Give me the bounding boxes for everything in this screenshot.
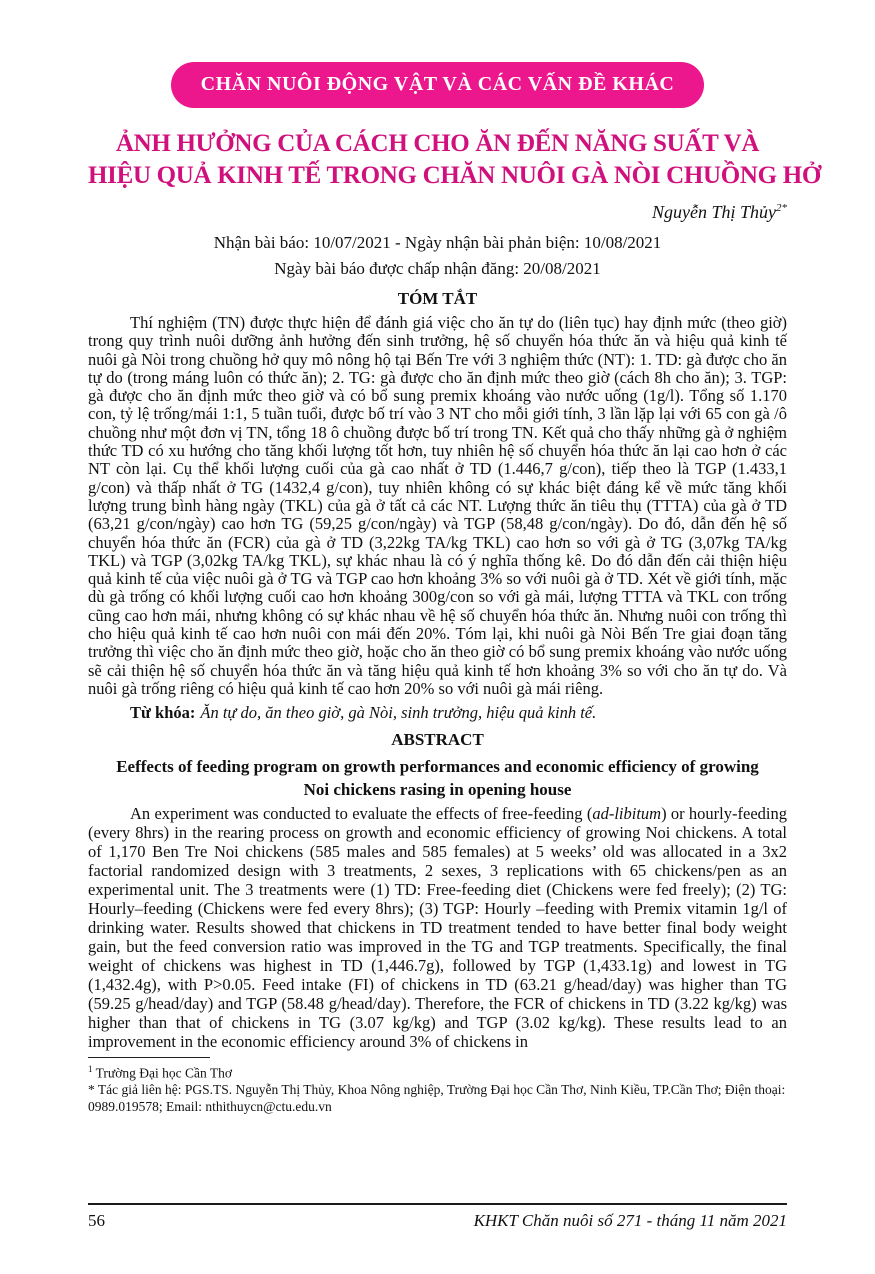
- english-abstract-paragraph: [88, 804, 787, 1051]
- vietnamese-abstract-paragraph: Thí nghiệm (TN) được thực hiện để đánh giá việc cho ăn tự do (liên tục) hay định mức (theo giờ) trong quy trình nuôi dưỡng ảnh hưởng đến sinh trưởng, hệ số chuyển hóa thức ăn và hiệu quả kinh tế nuôi gà Nòi trong chuồng hở quy mô nông hộ tại Bến Tre với 3 nghiệm thức (NT): 1. TD: gà được cho ăn tự do (trong máng luôn có thức ăn); 2. TG: gà được cho ăn định mức theo giờ (cách 8h cho ăn); 3. TGP: gà được cho ăn định mức theo giờ và có bổ sung premix khoáng vào nước uống (1g/l). Tổng số 1.170 con, tỷ lệ trống/mái 1:1, 5 tuần tuổi, được bố trí vào 3 NT cho mỗi giới tính, 3 lần lặp lại với 65 con gà /ô chuồng như một đơn vị TN, tổng 18 ô chuồng được bố trí trong TN. Kết quả cho thấy những gà ở nghiệm thức TD có xu hướng cho tăng khối lượng tốt hơn, tuy nhiên hệ số chuyển hóa thức ăn lại cao hơn ở các NT còn lại. Cụ thể khối lượng cuối của gà cao nhất ở TD (1.446,7 g/con), tiếp theo là TGP (1.433,1 g/con) và thấp nhất ở TG (1432,4 g/con), tuy nhiên không có sự khác biệt đáng kể về mức tăng khối lượng trung bình hàng ngày (TKL) của gà ở tất cả các NT. Lượng thức ăn tiêu thụ (TTTA) của gà ở TD (63,21 g/con/ngày) cao hơn TG (59,25 g/con/ngày) và TGP (58,48 g/con/ngày). Do đó, dẫn đến hệ số chuyển hóa thức ăn (FCR) của gà ở TD (3,22kg TA/kg TKL) cao hơn so với gà ở TG (3,07kg TA/kg TKL) và TGP (3,02kg TA/kg TKL), sự khác nhau là có ý nghĩa thống kê. Do đó dẫn đến cải thiện hiệu quả kinh tế của việc nuôi gà ở TG và TGP cao hơn khoảng 3% so với nuôi gà ở TD. Xét về giới tính, mặc dù gà trống có khối lượng cuối cao hơn khoảng 300g/con so với gà mái, lượng TTTA và TKL con trống cũng cao hơn mái, nhưng không có sự khác nhau về hệ số chuyển hóa thức ăn. Nhưng nuôi con trống thì cho hiệu quả kinh tế cao hơn nuôi con mái đến 20%. Tóm lại, khi nuôi gà Nòi Bến Tre giai đoạn tăng trưởng thì việc cho ăn định mức theo giờ, hoặc cho ăn theo giờ có bổ sung premix khoáng vào nước uống sẽ cải thiện hệ số chuyển hóa thức ăn và tăng hiệu quả kinh tế hơn khoảng 3% so với cho ăn tự do. Và nuôi gà trống riêng có hiệu quả kinh tế cao hơn 20% so với nuôi gà mái riêng.: [88, 313, 787, 698]
- footnote-affiliation-marker: 1: [88, 1064, 93, 1075]
- date-received-line: Nhận bài báo: 10/07/2021 - Ngày nhận bài phản biện: 10/08/2021: [213, 233, 662, 252]
- footnote-contact-text: Tác giả liên hệ: PGS.TS. Nguyễn Thị Thủy, Khoa Nông nghiệp, Trường Đại học Cần Thơ, Ninh Kiều, TP.Cần Thơ; Điện thoại: 0989.019578; Email: nthithuycn@ctu.edu.vn: [88, 1082, 786, 1114]
- article-title-line1: ẢNH HƯỞNG CỦA CÁCH CHO ĂN ĐẾN NĂNG SUẤT VÀ: [115, 130, 760, 157]
- keywords-line: [88, 702, 787, 723]
- page-footer: [88, 1203, 787, 1231]
- submission-dates: [88, 230, 787, 282]
- english-abstract-pre: An experiment was conducted to evaluate the effects of free-feeding (: [130, 804, 593, 824]
- english-abstract-post: ) or hourly-feeding (every 8hrs) in the rearing process on growth and economic efficiency of growing Noi chickens. A total of 1,170 Ben Tre Noi chickens (585 males and 585 females) at 5 weeks’ old was allocated in a 3x2 factorial randomized design with 3 treatments, 2 sexes, 3 replications with 65 chickens/pen as an experimental unit. The 3 treatments were (1) TD: Free-feeding diet (Chickens were fed freely); (2) TG: Hourly–feeding (Chickens were fed every 8hrs); (3) TGP: Hourly –feeding with Premix vitamin 1g/l of drinking water. Results showed that chickens in TD treatment tended to have better final body weight gain, but the feed conversion ratio was improved in the TG and TGP treatments. Specifically, the final weight of chickens was highest in TD (1,446.7g), followed by TGP (1,433.1g) and lowest in TG (1,432.4g), with P>0.05. Feed intake (FI) of chickens in TD (63.21 g/head/day) was higher than TG (59.25 g/head/day) and TGP (58.48 g/head/day). Therefore, the FCR of chickens in TD (3.22 kg/kg) was higher than that of chickens in TG (3.07 kg/kg) and TGP (3.02 kg/kg). These results lead to an improvement in the economic efficiency around 3% of chickens in: [88, 804, 787, 1052]
- english-title-line2: Noi chickens rasing in opening house: [303, 780, 572, 800]
- category-banner-label: CHĂN NUÔI ĐỘNG VẬT VÀ CÁC VẤN ĐỀ KHÁC: [171, 62, 705, 108]
- article-title-line2: HIỆU QUẢ KINH TẾ TRONG CHĂN NUÔI GÀ NÒI CHUỒNG HỞ: [88, 162, 822, 189]
- footnote-contact-marker: *: [88, 1082, 95, 1098]
- english-title: [88, 755, 787, 801]
- footnotes: [88, 1057, 787, 1115]
- page: [0, 62, 875, 1115]
- keywords-label: Từ khóa:: [130, 703, 196, 723]
- english-abstract-italic-term: ad-libitum: [592, 804, 662, 824]
- section-heading-tom-tat: TÓM TẮT: [397, 289, 478, 308]
- keywords-text: Ăn tự do, ăn theo giờ, gà Nòi, sinh trưởng, hiệu quả kinh tế.: [200, 703, 597, 723]
- author-line: [88, 197, 787, 223]
- footnote-contact: [88, 1082, 787, 1115]
- article-title: [88, 128, 822, 192]
- author-superscript: 2*: [776, 202, 787, 214]
- page-number: 56: [88, 1211, 105, 1230]
- footnote-divider: [88, 1057, 210, 1058]
- journal-title: KHKT Chăn nuôi số 271 - tháng 11 năm 2021: [473, 1211, 787, 1230]
- date-accepted-line: Ngày bài báo được chấp nhận đăng: 20/08/2021: [274, 259, 601, 278]
- english-title-line1: Eeffects of feeding program on growth performances and economic efficiency of growing: [116, 757, 759, 777]
- category-banner: [88, 62, 787, 108]
- footnote-affiliation-text: Trường Đại học Cần Thơ: [95, 1065, 232, 1081]
- author-name: Nguyễn Thị Thủy: [652, 202, 776, 222]
- footnote-affiliation: [88, 1061, 787, 1082]
- section-heading-abstract: ABSTRACT: [391, 730, 484, 750]
